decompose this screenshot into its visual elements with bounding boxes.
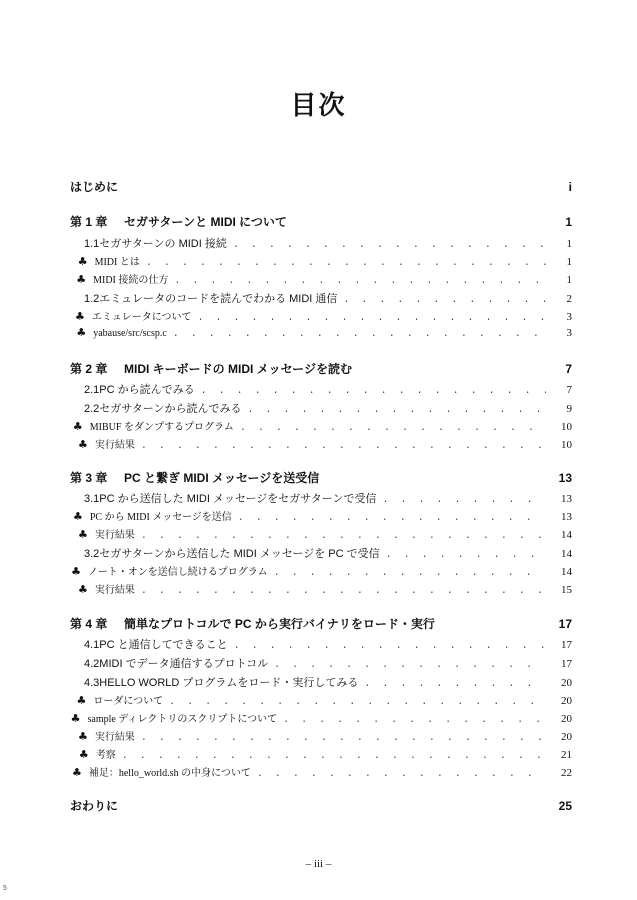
chapter-title: セガサターンと MIDI について — [124, 215, 287, 229]
club-icon: ♣ — [77, 528, 88, 541]
dot-leader — [238, 513, 546, 524]
toc-page-number: 3 — [566, 311, 572, 323]
subsection-title: 考察 — [95, 750, 116, 761]
subsection-title: 実行結果 — [94, 585, 135, 596]
toc-subsection[interactable] — [70, 692, 572, 708]
subsection-title: 実行結果 — [94, 732, 135, 743]
dot-leader — [364, 679, 546, 690]
toc-section-3-1[interactable] — [70, 490, 572, 506]
toc-subsection[interactable] — [70, 764, 572, 780]
dot-leader — [274, 568, 546, 579]
toc-page-number: 17 — [558, 617, 572, 631]
section-title: PC と通信してできること — [99, 639, 228, 651]
toc-subsection[interactable] — [70, 728, 572, 744]
club-icon: ♣ — [77, 255, 88, 268]
toc-subsection[interactable] — [70, 253, 572, 269]
toc-page-number: 20 — [561, 677, 572, 689]
toc-subsection[interactable] — [70, 271, 572, 287]
chapter-label: 第 1 章 — [70, 215, 108, 229]
dot-leader — [274, 660, 546, 671]
toc-section-1-2[interactable] — [70, 290, 572, 306]
toc-page-number: 14 — [561, 566, 572, 578]
dot-leader — [169, 697, 546, 708]
toc-afterword[interactable] — [70, 797, 572, 814]
toc-subsection[interactable] — [70, 581, 572, 597]
section-title: セガサターンから送信した MIDI メッセージを PC で受信 — [99, 548, 380, 560]
chapter-label: 第 2 章 — [70, 362, 108, 376]
dot-leader — [174, 276, 546, 287]
toc-page-number: 14 — [561, 548, 572, 560]
toc-page-number: 17 — [561, 658, 572, 670]
section-title: セガサターンから読んでみる — [99, 403, 242, 415]
dot-leader — [146, 258, 546, 269]
toc-page-number: i — [568, 180, 572, 194]
subsection-title: yabause/src/scsp.c — [93, 328, 167, 339]
subsection-title: エミュレータについて — [91, 312, 192, 323]
toc-entry-title: はじめに — [70, 180, 119, 194]
toc-page-number: 7 — [566, 384, 572, 396]
subsection-title: 補足：hello_world.sh の中身について — [88, 768, 251, 779]
subsection-title: sample ディレクトリのスクリプトについて — [87, 714, 278, 725]
toc-subsection[interactable] — [70, 436, 572, 452]
toc-page-number: 13 — [558, 471, 572, 485]
toc-section-4-3[interactable] — [70, 674, 572, 690]
toc-entry-title: おわりに — [70, 799, 119, 813]
section-number: 2.2 — [84, 403, 100, 415]
section-title: HELLO WORLD プログラムをロード・実行してみる — [99, 677, 359, 689]
toc-page-number: 25 — [558, 799, 572, 813]
toc-section-4-2[interactable] — [70, 655, 572, 671]
club-icon: ♣ — [72, 510, 83, 523]
dot-leader — [257, 769, 546, 780]
section-title: MIDI でデータ通信するプロトコル — [99, 658, 269, 670]
section-number: 2.1 — [84, 384, 100, 396]
section-title: エミュレータのコードを読んでわかる MIDI 通信 — [99, 293, 338, 305]
chapter-label: 第 4 章 — [70, 617, 108, 631]
toc-section-2-1[interactable] — [70, 381, 572, 397]
dot-leader — [386, 550, 546, 561]
chapter-title: 簡単なプロトコルで PC から実行バイナリをロード・実行 — [124, 617, 435, 631]
toc-section-4-1[interactable] — [70, 636, 572, 652]
toc-page-number: 13 — [561, 493, 572, 505]
toc-page-number: 1 — [566, 238, 572, 250]
toc-chapter-4[interactable] — [70, 615, 572, 632]
section-number: 4.2 — [84, 658, 100, 670]
toc-page-number: 1 — [566, 256, 572, 268]
subsection-title: ノート・オンを送信し続けるプログラム — [88, 567, 268, 578]
toc-subsection[interactable] — [70, 526, 572, 542]
dot-leader — [122, 751, 546, 762]
toc-chapter-2[interactable] — [70, 360, 572, 377]
chapter-title: MIDI キーボードの MIDI メッセージを読む — [124, 362, 352, 376]
toc-page-number: 13 — [561, 511, 572, 523]
toc-subsection[interactable] — [70, 326, 572, 340]
club-icon: ♣ — [76, 694, 87, 707]
club-icon: ♣ — [70, 712, 81, 725]
section-number: 3.2 — [84, 548, 100, 560]
subsection-title: 実行結果 — [94, 440, 135, 451]
dot-leader — [141, 531, 546, 542]
club-icon: ♣ — [72, 420, 83, 433]
toc-section-1-1[interactable] — [70, 235, 572, 251]
club-icon: ♣ — [71, 565, 81, 578]
subsection-title: MIDI 接続の仕方 — [93, 275, 169, 286]
dot-leader — [233, 240, 546, 251]
section-number: 4.1 — [84, 639, 100, 651]
dot-leader — [240, 423, 546, 434]
toc-section-3-2[interactable] — [70, 545, 572, 561]
toc-page-number: 21 — [561, 749, 572, 761]
subsection-title: ローダについて — [93, 696, 164, 707]
subsection-title: MIBUF をダンプするプログラム — [89, 422, 234, 433]
toc-section-2-2[interactable] — [70, 400, 572, 416]
section-title: PC から送信した MIDI メッセージをセガサターンで受信 — [99, 493, 377, 505]
toc-chapter-3[interactable] — [70, 469, 572, 486]
dot-leader — [141, 733, 546, 744]
page-footer-number: – iii – — [305, 858, 332, 870]
dot-leader — [343, 295, 546, 306]
section-title: セガサターンの MIDI 接続 — [99, 238, 227, 250]
toc-subsection[interactable] — [70, 508, 572, 524]
toc-subsection[interactable] — [70, 418, 572, 434]
toc-page-number: 20 — [561, 713, 572, 725]
toc-page-number: 15 — [561, 584, 572, 596]
dot-leader — [248, 405, 546, 416]
club-icon: ♣ — [77, 583, 88, 596]
toc-preface[interactable] — [70, 178, 572, 195]
dot-leader — [173, 329, 546, 340]
toc-subsection[interactable] — [70, 308, 572, 324]
chapter-label: 第 3 章 — [70, 471, 108, 485]
subsection-title: 実行結果 — [94, 530, 135, 541]
toc-page-number: 17 — [561, 639, 572, 651]
toc-page-number: 20 — [561, 695, 572, 707]
toc-chapter-1[interactable] — [70, 213, 572, 230]
dot-leader — [283, 715, 546, 726]
toc-subsection[interactable] — [70, 710, 572, 726]
club-icon: ♣ — [77, 730, 88, 743]
toc-page-number: 2 — [566, 293, 572, 305]
section-number: 1.2 — [84, 293, 100, 305]
section-number: 1.1 — [84, 238, 100, 250]
toc-page-number: 22 — [561, 767, 572, 779]
club-icon: ♣ — [75, 310, 85, 323]
dot-leader — [141, 441, 546, 452]
subsection-title: MIDI とは — [94, 257, 140, 268]
section-number: 4.3 — [84, 677, 100, 689]
toc-subsection[interactable] — [70, 563, 572, 579]
club-icon: ♣ — [78, 748, 89, 761]
toc-page-number: 1 — [566, 274, 572, 286]
section-number: 3.1 — [84, 493, 100, 505]
section-title: PC から読んでみる — [99, 384, 195, 396]
toc-page-number: 9 — [566, 403, 572, 415]
toc-page-number: 1 — [565, 215, 572, 229]
toc-page-number: 10 — [561, 439, 572, 451]
club-icon: ♣ — [76, 326, 87, 339]
page-title: 目次 — [290, 90, 347, 120]
corner-mark: 5 — [3, 885, 7, 892]
toc-page-number: 7 — [565, 362, 572, 376]
subsection-title: PC から MIDI メッセージを送信 — [89, 512, 232, 523]
dot-leader — [383, 495, 546, 506]
toc-page-number: 10 — [561, 421, 572, 433]
dot-leader — [198, 313, 546, 324]
toc-page-number: 3 — [566, 327, 572, 339]
dot-leader — [201, 386, 546, 397]
toc-page-number: 20 — [561, 731, 572, 743]
club-icon: ♣ — [71, 766, 82, 779]
toc-subsection[interactable] — [70, 746, 572, 762]
club-icon: ♣ — [77, 438, 88, 451]
dot-leader — [141, 586, 546, 597]
toc-page-number: 14 — [561, 529, 572, 541]
dot-leader — [234, 641, 546, 652]
club-icon: ♣ — [76, 273, 87, 286]
chapter-title: PC と繋ぎ MIDI メッセージを送受信 — [124, 471, 320, 485]
